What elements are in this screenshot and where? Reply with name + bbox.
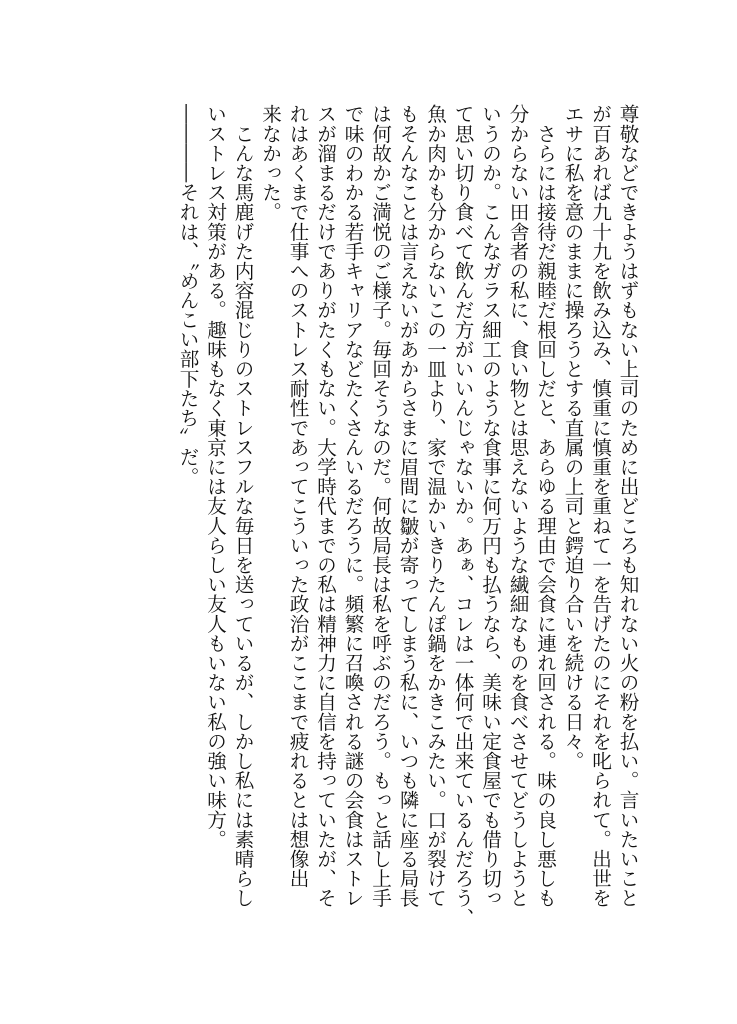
text-line: が百あれば九十九を飲み込み、慎重に慎重を重ねて一を告げたのにそれを叱られて。出世を <box>588 104 612 908</box>
text-line: は何故かご満悦のご様子。毎回そうなのだ。何故局長は私を呼ぶのだろう。もっと話し上手 <box>368 104 392 908</box>
text-line: で味のわかる若手キャリアなどたくさんいるだろうに。頻繁に召喚される謎の会食はストレ <box>341 104 364 908</box>
text-line: ――――それは、〝めんこい部下たち〟だ。 <box>176 104 199 487</box>
text-line: いストレス対策がある。趣味もなく東京には友人らしい友人もいない私の強い味方。 <box>203 104 227 849</box>
text-line: さらには接待だ親睦だ根回しだと、あらゆる理由で会食に連れ回される。味の良し悪しも <box>533 104 557 908</box>
text-line: 魚か肉かも分からないこの一皿より、家で温かいきりたんぽ鍋をかきこみたい。口が裂けて <box>423 104 447 908</box>
text-line: いうのか。こんなガラス細工のような食事に何万円も払うなら、美味い定食屋でも借り切っ <box>478 104 502 908</box>
body-text <box>81 104 641 934</box>
text-line: れはあくまで仕事へのストレス耐性であってこういった政治がここまで疲れるとは想像出 <box>286 104 309 888</box>
text-line: エサに私を意のままに操ろうとする直属の上司と鍔迫り合いを続ける日々。 <box>561 104 584 771</box>
text-line: て思い切り食べて飲んだ方がいいんじゃないか。あぁ、コレは一体何で出来ているんだろう、 <box>451 104 474 928</box>
text-line: スが溜まるだけでありがたくもない。大学時代までの私は精神力に自信を持っていたが、そ <box>313 104 337 908</box>
text-line: もそんなことは言えないがあからさまに眉間に皺が寄ってしまう私に、いつも隣に座る局長 <box>396 104 419 908</box>
text-line: 分からない田舎者の私に、食い物とは思えないような繊細なものを食べさせてどうしようと <box>506 104 529 908</box>
text-line: 来なかった。 <box>258 104 282 222</box>
text-line: 尊敬などできようはずもない上司のために出どころも知れない火の粉を払い。言いたいこと <box>616 104 639 908</box>
text-line: こんな馬鹿げた内容混じりのストレスフルな毎日を送っているが、しかし私には素晴らし <box>231 104 254 908</box>
